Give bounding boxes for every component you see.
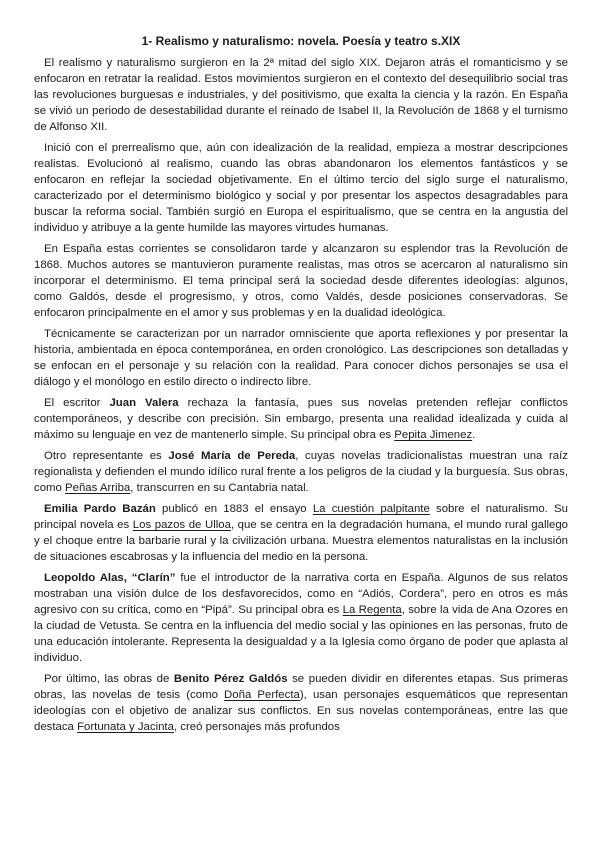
work-title: Pepita Jimenez bbox=[394, 429, 473, 441]
text-run: , cuyas novelas tradicionalistas muestran una raíz regionalista y defienden el mundo idílico rural frente a los peligros de la ciudad y la burguesía. Sus obras, como bbox=[34, 450, 569, 494]
author-name: Benito Pérez Galdós bbox=[173, 673, 288, 685]
paragraph bbox=[34, 241, 568, 321]
text-run: se pueden dividir en diferentes etapas. Sus primeras obras, las novelas de tesis (como bbox=[34, 673, 568, 701]
text-run: . bbox=[472, 429, 476, 441]
author-name: Leopoldo Alas, “Clarín” bbox=[44, 572, 176, 584]
text-run: Inició con el prerrealismo que, aún con idealización de la realidad, empieza a mostrar descripciones realistas. Evolucionó al realismo, cuando las obras abandonaron los elementos fantásticos y se enfocaron en reflejar la sociedad objetivamente. En el último tercio del siglo surge el naturalismo, caracterizado por el determinismo biológico y social y por presentar los aspectos desagradables para buscar la reforma social. También surgió en Europa el espiritualismo, que se centra en la angustia del individuo y atribuye a la gente humilde las mayores virtudes humanas. bbox=[34, 142, 568, 234]
page-title: 1- Realismo y naturalismo: novela. Poesía y teatro s.XIX bbox=[141, 34, 461, 48]
text-run: publicó en 1883 el ensayo bbox=[155, 503, 313, 515]
text-run: El realismo y naturalismo surgieron en la 2ª mitad del siglo XIX. Dejaron atrás el romanticismo y se enfocaron en retratar la realidad. Estos movimientos surgieron en el contexto del desequilibrio social tras las revoluciones burguesas e industriales, y del positivismo, que exalta la ciencia y la razón. En España se vivió un periodo de desestabilidad durante el reinado de Isabel II, la Revolución de 1868 y el turnismo de Alfonso XII. bbox=[34, 57, 568, 133]
paragraph bbox=[34, 55, 568, 135]
paragraph bbox=[34, 395, 568, 443]
text-run: rechaza la fantasía, pues sus novelas pretenden reflejar conflictos contemporáneos, y describe con precisión. Sin embargo, presenta una realidad idealizada y cuida al máximo su lenguaje en vez de mantenerlo simple. Su principal obra es bbox=[34, 397, 568, 441]
work-title: Fortunata y Jacinta bbox=[77, 721, 174, 733]
document-page bbox=[34, 34, 568, 740]
text-run: ), usan personajes esquemáticos que representan ideologías con el objetivo de analizar sus conflictos. En sus novelas contemporáneas, entre las que destaca bbox=[34, 689, 568, 733]
author-name: Emilia Pardo Bazán bbox=[44, 503, 156, 515]
text-run: , creó personajes más profundos bbox=[173, 721, 340, 733]
work-title: La cuestión palpitante bbox=[312, 503, 430, 515]
document-body bbox=[34, 55, 568, 735]
work-title: Doña Perfecta bbox=[224, 689, 300, 701]
text-run: , que se centra en la degradación humana, el mundo rural gallego y el choque entre la barbarie rural y la civilización urbana. Muestra elementos naturalistas en la inclusión de situaciones escabrosas y la influencia del medio en la persona. bbox=[34, 519, 569, 563]
work-title: Los pazos de Ulloa bbox=[132, 519, 231, 531]
text-run: sobre el naturalismo. Su principal novela es bbox=[34, 503, 568, 531]
text-run: fue el introductor de la narrativa corta en España. Algunos de sus relatos mostraban una visión dulce de los desfavorecidos, como en “Adiós, Cordera”, pero en otros es más agresivo con su crítica, como en “Pipá”. Su principal obra es bbox=[34, 572, 568, 616]
text-run: , transcurren en su Cantabria natal. bbox=[130, 482, 309, 494]
paragraph bbox=[34, 326, 568, 390]
text-run: En España estas corrientes se consolidaron tarde y alcanzaron su esplendor tras la Revolución de 1868. Muchos autores se mantuvieron puramente realistas, mas otros se acercaron al naturalismo sin incorporar el determinismo. El tema principal será la sociedad desde diferentes ideologías: algunos, como Galdós, desde el progresismo, y otros, como Valdés, desde posiciones conservadoras. Se enfocaron principalmente en el amor y sus problemas y en la dualidad ideológica. bbox=[34, 243, 568, 319]
work-title: La Regenta bbox=[342, 604, 402, 616]
text-run: Técnicamente se caracterizan por un narrador omnisciente que aporta reflexiones y por presentar la historia, ambientada en época contemporánea, en orden cronológico. Las descripciones son detalladas y se enfocan en el personaje y su relación con la realidad. Para conocer dichos personajes se usa el diálogo y el monólogo en estilo directo o indirecto libre. bbox=[34, 328, 568, 388]
paragraph bbox=[34, 570, 568, 666]
text-run: Otro representante es bbox=[44, 450, 169, 462]
paragraph bbox=[34, 140, 568, 236]
author-name: José María de Pereda bbox=[168, 450, 296, 462]
paragraph bbox=[34, 671, 568, 735]
text-run: , sobre la vida de Ana Ozores en la ciudad de Vetusta. Se centra en la influencia del medio social y las opiniones en las personas, fruto de una educación intolerante. Representa la desigualdad y a la Iglesia como órgano de poder que aplasta al individuo. bbox=[34, 604, 569, 664]
text-run: Por último, las obras de bbox=[44, 673, 174, 685]
paragraph bbox=[34, 501, 568, 565]
author-name: Juan Valera bbox=[109, 397, 179, 409]
text-run: El escritor bbox=[44, 397, 110, 409]
paragraph bbox=[34, 448, 568, 496]
work-title: Peñas Arriba bbox=[65, 482, 131, 494]
